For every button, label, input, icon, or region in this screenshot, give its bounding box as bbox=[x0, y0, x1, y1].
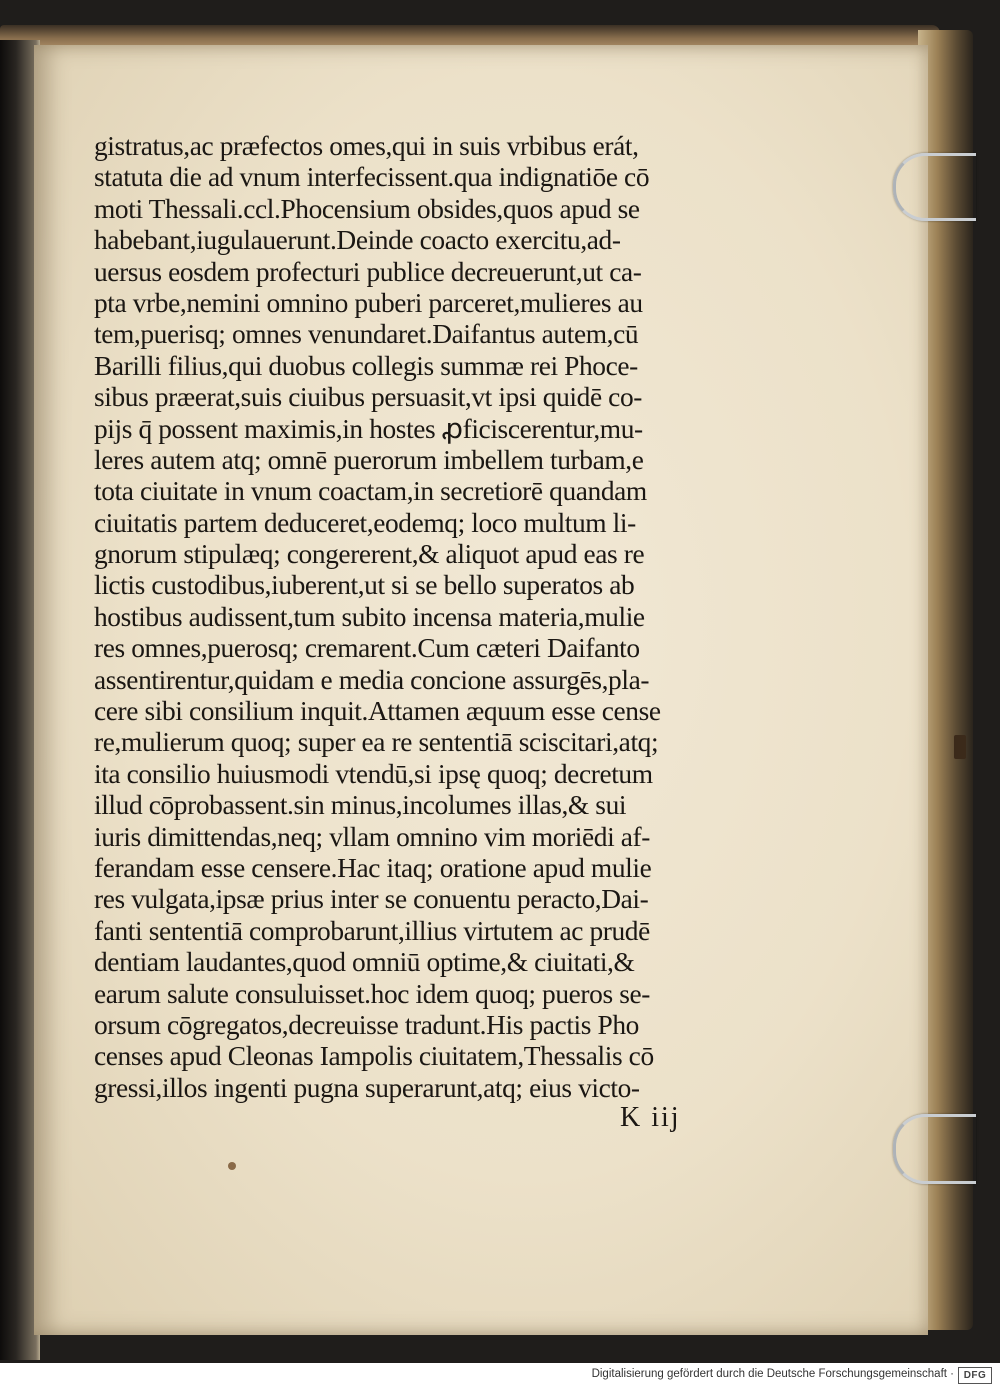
text-line: pijs q̄ possent maximis,in hostes ꝓficiscerentur,mu- bbox=[94, 412, 643, 444]
footer-bar bbox=[0, 1363, 1000, 1387]
text-block bbox=[94, 130, 724, 1103]
text-line: ferandam esse censere.Hac itaq; oratione apud mulie bbox=[94, 851, 652, 883]
text-line: illud cōprobassent.sin minus,incolumes illas,& sui bbox=[94, 789, 627, 821]
text-line: tota ciuitate in vnum coactam,in secretiorē quandam bbox=[94, 475, 647, 507]
text-line: tem,puerisq; omnes venundaret.Daifantus autem,cū bbox=[94, 318, 639, 350]
dfg-logo: DFG bbox=[958, 1367, 992, 1384]
book-clip-top bbox=[893, 153, 976, 221]
text-line: re,mulierum quoq; super ea re sententiā sciscitari,atq; bbox=[94, 726, 659, 758]
text-line: dentiam laudantes,quod omniū optime,& ciuitati,& bbox=[94, 946, 635, 978]
text-line: habebant,iugulauerunt.Deinde coacto exercitu,ad- bbox=[94, 224, 621, 256]
text-line: lictis custodibus,iuberent,ut si se bello superatos ab bbox=[94, 569, 635, 601]
page-tab-marker bbox=[954, 735, 966, 759]
text-line: statuta die ad vnum interfecissent.qua indignatiōe cō bbox=[94, 161, 650, 193]
text-line: pta vrbe,nemini omnino puberi parceret,mulieres au bbox=[94, 286, 643, 318]
text-line: res vulgata,ipsæ prius inter se conuentu peracto,Dai- bbox=[94, 883, 649, 915]
ink-spot bbox=[228, 1162, 236, 1170]
book-clip-bottom bbox=[893, 1114, 976, 1184]
text-line: iuris dimittendas,neq; vllam omnino vim moriēdi af- bbox=[94, 820, 651, 852]
text-line: ita consilio huiusmodi vtendū,si ipsę quoq; decretum bbox=[94, 757, 653, 789]
text-line: uersus eosdem profecturi publice decreuerunt,ut ca- bbox=[94, 255, 642, 287]
text-line: gistratus,ac præfectos omes,qui in suis vrbibus erát, bbox=[94, 130, 639, 161]
text-line: fanti sententiā comprobarunt,illius virtutem ac prudē bbox=[94, 914, 650, 946]
text-line: res omnes,puerosq; cremarent.Cum cæteri Daifanto bbox=[94, 632, 640, 664]
text-line: sibus præerat,suis ciuibus persuasit,vt ipsi quidē co- bbox=[94, 381, 642, 413]
text-line: gressi,illos ingenti pugna superarunt,atq; eius victo- bbox=[94, 1071, 640, 1103]
text-line: Barilli filius,qui duobus collegis summæ rei Phoce- bbox=[94, 349, 638, 381]
signature-mark: K iij bbox=[620, 1102, 681, 1133]
text-line: assentirentur,quidam e media concione assurgēs,pla- bbox=[94, 663, 650, 695]
text-line: orsum cōgregatos,decreuisse tradunt.His pactis Pho bbox=[94, 1008, 639, 1040]
text-line: cere sibi consilium inquit.Attamen æquum esse cense bbox=[94, 695, 661, 727]
text-line: leres autem atq; omnē puerorum imbellem turbam,e bbox=[94, 443, 644, 475]
text-line: censes apud Cleonas Iampolis ciuitatem,Thessalis cō bbox=[94, 1040, 654, 1072]
text-line: moti Thessali.ccl.Phocensium obsides,quos apud se bbox=[94, 192, 640, 224]
text-line: gnorum stipulæq; congererent,& aliquot apud eas re bbox=[94, 538, 645, 570]
text-line: hostibus audissent,tum subito incensa materia,mulie bbox=[94, 600, 645, 632]
text-line: earum salute consuluisset.hoc idem quoq; pueros se- bbox=[94, 977, 650, 1009]
footer-credit: Digitalisierung gefördert durch die Deutsche Forschungsgemeinschaft · bbox=[591, 1368, 954, 1380]
text-line: ciuitatis partem deduceret,eodemq; loco multum li- bbox=[94, 506, 636, 538]
